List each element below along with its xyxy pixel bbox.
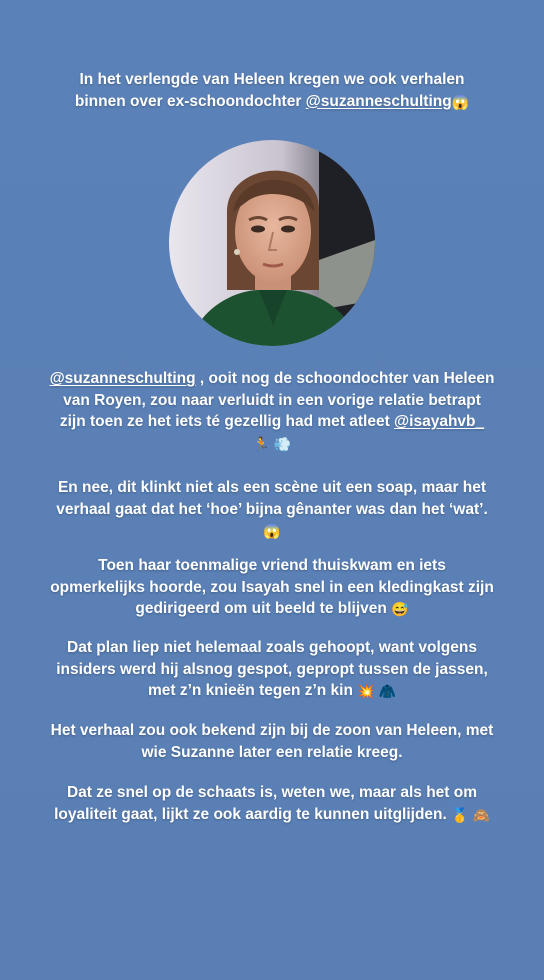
p2-line-1: En nee, dit klinkt niet als een scène uit een soap, maar het (57, 479, 487, 496)
p2-line-3 (14, 520, 530, 542)
medal-monkey-icon: 🥇 🙈 (451, 806, 490, 823)
p2-line-2: verhaal gaat dat het ‘hoe’ bijna gênanter was dan het ‘wat’. (56, 500, 488, 518)
paragraph-6 (14, 782, 530, 825)
p4-line-3-text: met z’n knieën tegen z’n kin (147, 682, 358, 699)
shocked-face-icon: 😱 (451, 93, 470, 110)
p4-line-2: insiders werd hij alsnog gespot, geprop​t tussen de jassen, (56, 660, 488, 678)
p4-line-3 (14, 680, 530, 702)
mention-suzanneschulting[interactable]: @suzanneschulting (305, 92, 452, 110)
p1-line-4 (14, 433, 530, 455)
p1-line-3-text: zijn toen ze het iets té gezellig had met atleet (59, 413, 395, 430)
p6-line-2-text: loyaliteit gaat, lijkt ze ook aardig te kunnen uitglijden. (54, 805, 452, 823)
profile-photo-illustration (169, 140, 375, 346)
p3-line-2: opmerkelijks hoorde, zou Isayah snel in een kledingkast zijn (50, 578, 494, 596)
profile-photo (169, 140, 375, 346)
p6-line-2 (14, 804, 530, 826)
p5-line-2: wie Suzanne later een relatie kreeg. (141, 743, 403, 761)
p1-line-1 (14, 368, 530, 390)
grinning-sweat-icon: 😅 (391, 601, 409, 617)
intro-line-2-text: binnen over ex-schoondochter (74, 92, 306, 110)
shocked-face-icon: 😱 (263, 523, 281, 539)
paragraph-3 (14, 555, 530, 620)
intro-line-2 (14, 91, 530, 113)
p6-line-1: Dat ze snel op de schaats is, weten we, maar als het om (66, 784, 478, 801)
paragraph-4 (14, 637, 530, 702)
p3-line-3-text: gedirigeerd om uit beeld te blijven (135, 600, 392, 617)
p3-line-3 (14, 598, 530, 620)
p1-line-1-text: , ooit nog de schoondochter van Heleen (195, 370, 495, 387)
p1-line-3 (14, 411, 530, 433)
paragraph-5 (14, 720, 530, 763)
p5-line-1: Het verhaal zou ook bekend zijn bij de zoon van Heleen, met (50, 722, 494, 739)
mention-isayahvb[interactable]: @isayahvb_ (394, 413, 485, 430)
intro-line-1: In het verlengde van Heleen kregen we ook verhalen (79, 71, 465, 88)
p4-line-1: Dat plan liep niet helemaal zoals gehoopt, want volgens (67, 639, 477, 656)
intro-text (14, 69, 530, 112)
collision-coat-icon: 💥 🧥 (357, 683, 397, 699)
mention-suzanneschulting-2[interactable]: @suzanneschulting (49, 370, 196, 387)
p1-line-2: van Royen, zou naar verluidt in een vorige relatie betrapt (63, 391, 481, 409)
paragraph-1 (14, 368, 530, 454)
p3-line-1: Toen haar toenmalige vriend thuiskwam en iets (98, 557, 446, 574)
runner-dash-icon: 🏃 💨 (252, 435, 292, 452)
paragraph-2 (14, 477, 530, 542)
